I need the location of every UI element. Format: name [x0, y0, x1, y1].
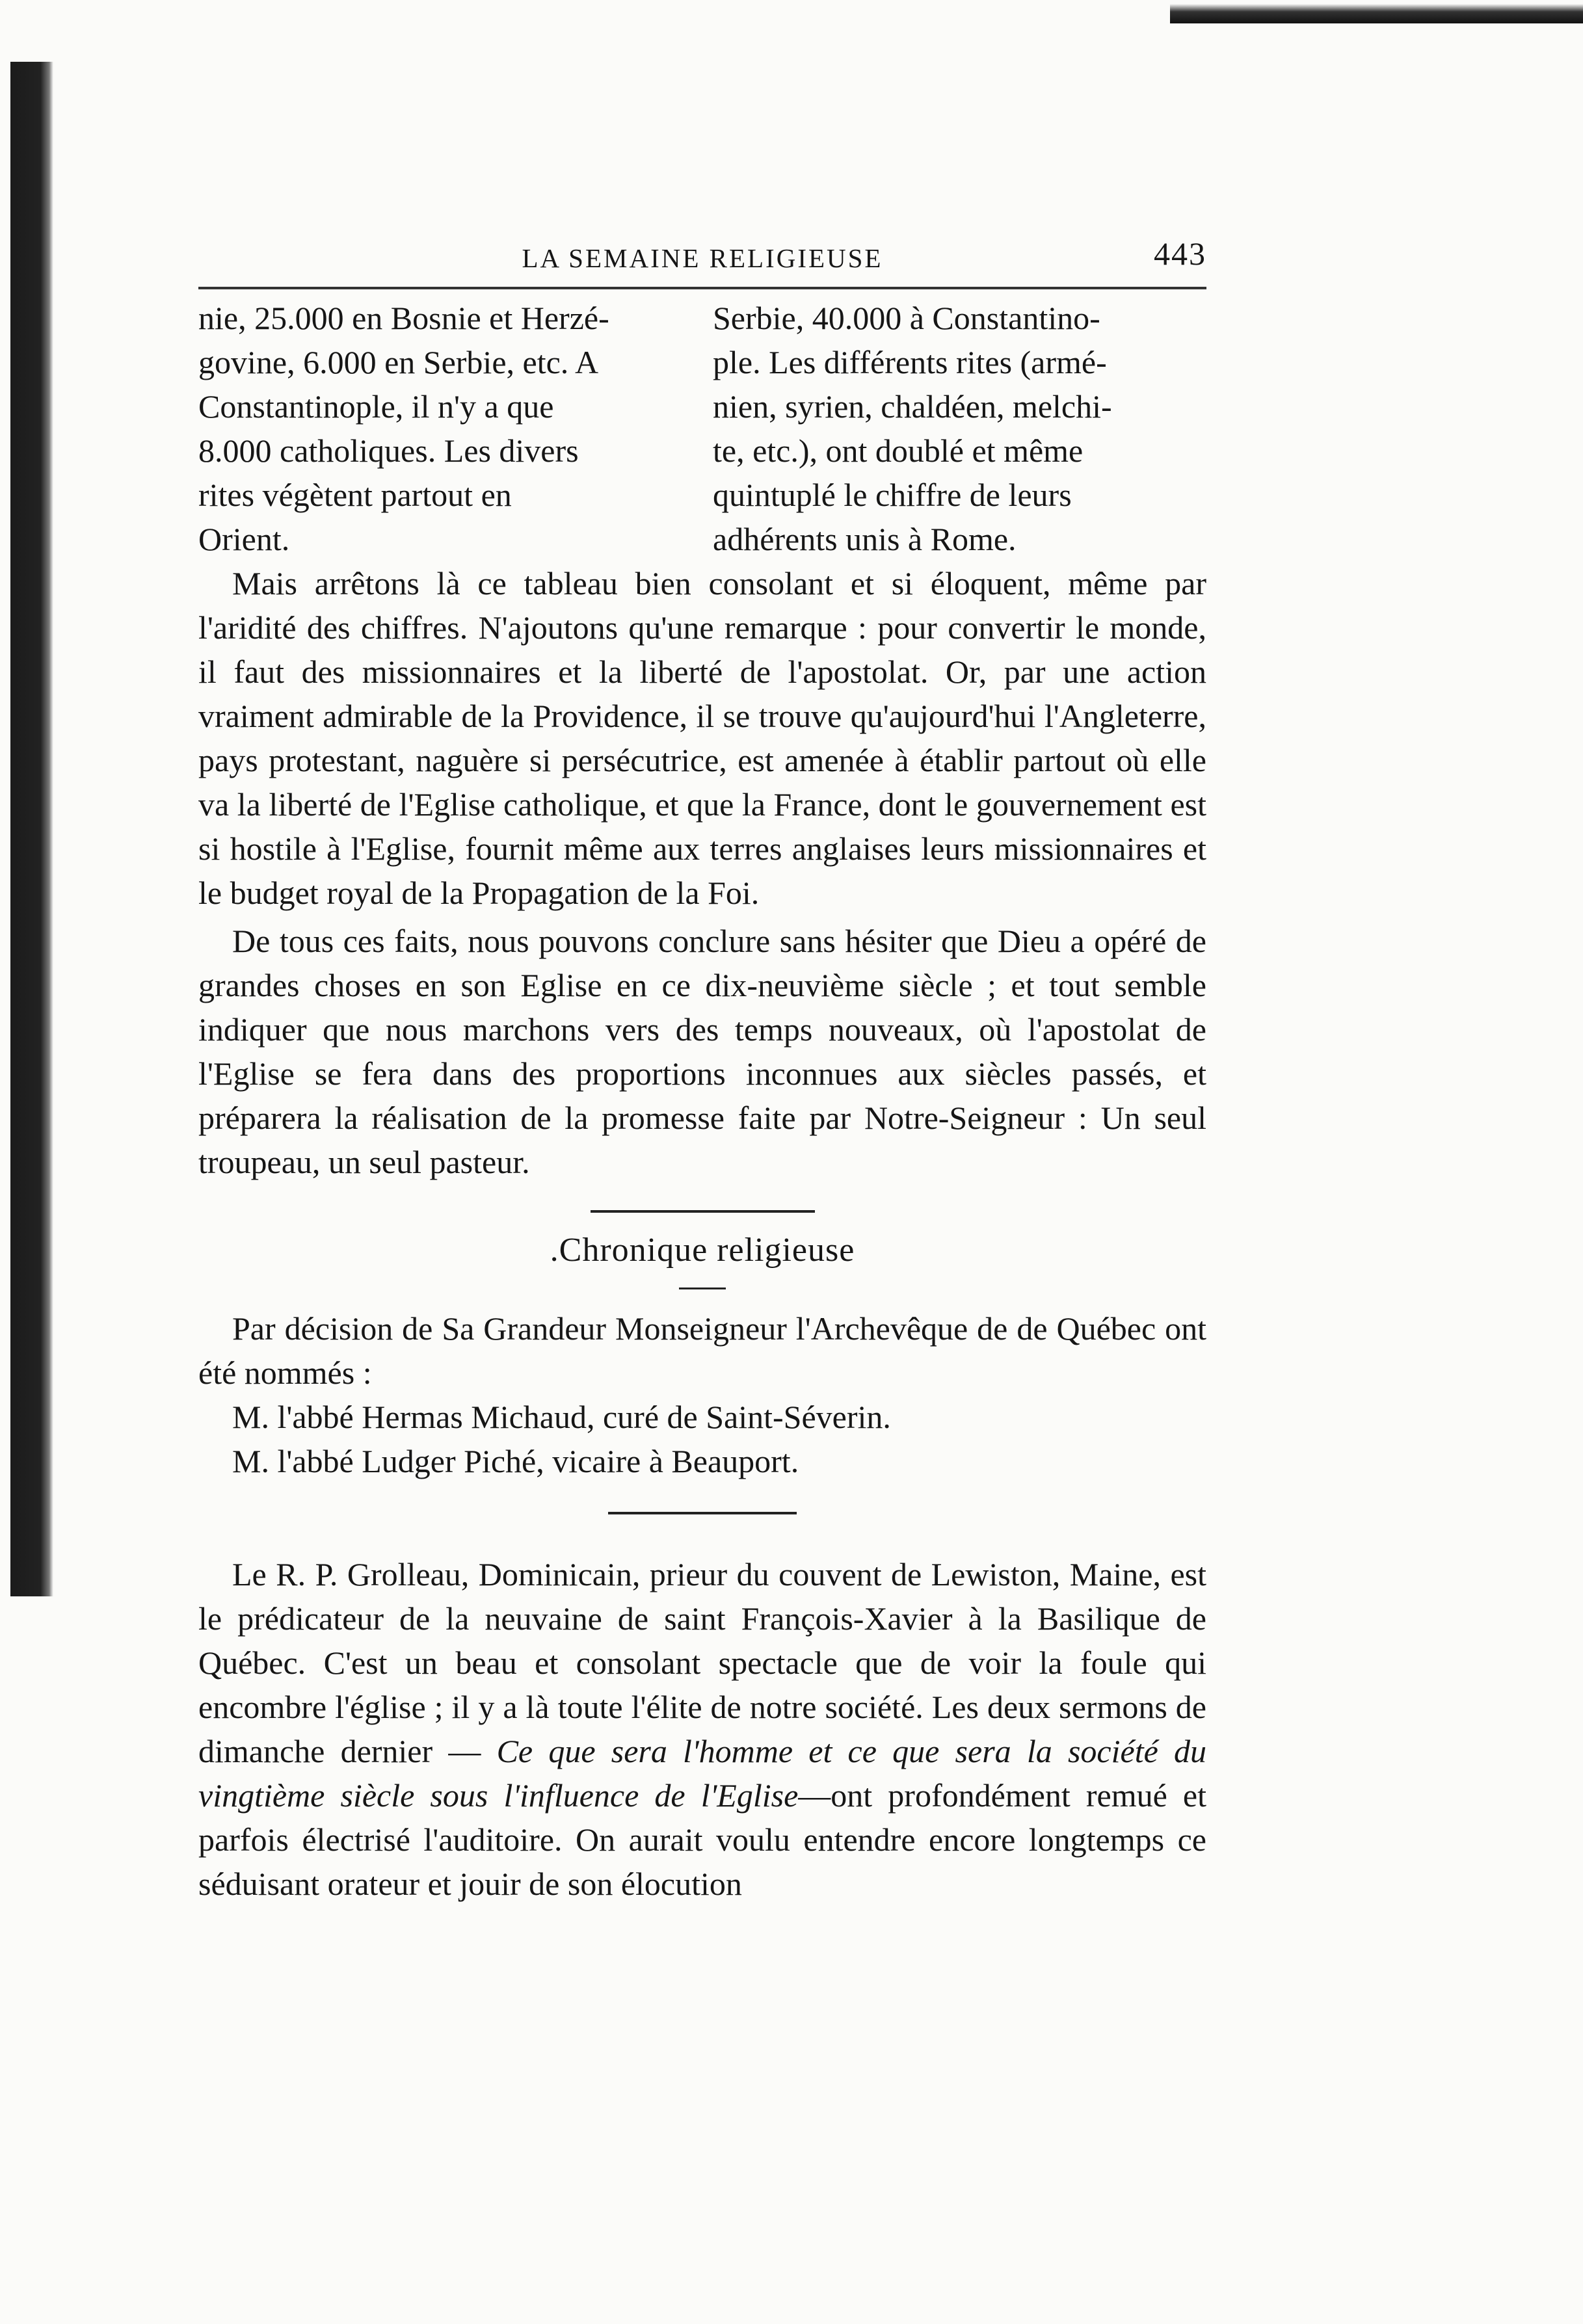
right-column-line: adhérents unis à Rome. [713, 521, 1017, 557]
spacer [198, 1514, 1206, 1552]
right-column-line: te, etc.), ont doublé et même [713, 432, 1084, 469]
grolleau-text-end: —ont profondément remué et parfois électrisé l'auditoire. On aurait voulu entendre encore longtemps ce séduisant orateur et jouir de son élocution [198, 1777, 1207, 1902]
left-column-line: 8.000 catholiques. Les divers [198, 432, 579, 469]
sermon-titles: Ce que sera l'homme et ce que sera la société du vingtième siècle sous l'influence de l'Eglise [198, 1733, 1206, 1814]
page-header [198, 231, 1206, 289]
appointment-item: M. l'abbé Hermas Michaud, curé de Saint-Séverin. [232, 1399, 891, 1435]
left-column-line: Orient. [198, 521, 290, 557]
header-rule [198, 287, 1206, 289]
left-column [198, 296, 692, 561]
right-column-line: ple. Les différents rites (armé- [713, 344, 1107, 380]
grolleau-text-start: Le R. P. Grolleau, Dominicain, prieur du couvent de Lewiston, Maine, est le prédicateur de la neuvaine de saint François-Xavier à la Basilique de Québec. C'est un beau et consolant spectacle que de voir la foule qui encombre l'église ; il y a là toute l'élite de notre société. Les deux sermons de dimanche dernier — [198, 1556, 1206, 1769]
title-dash [679, 1287, 726, 1289]
left-column-line: Constantinople, il n'y a que [198, 388, 554, 425]
right-column-line: quintuplé le chiffre de leurs [713, 477, 1072, 513]
scan-top-shadow [1170, 4, 1583, 23]
left-column-line: rites végètent partout en [198, 477, 512, 513]
running-title: LA SEMAINE RELIGIEUSE [522, 243, 883, 273]
right-column [713, 296, 1206, 561]
right-column-line: Serbie, 40.000 à Constantino- [713, 300, 1100, 336]
appointments-intro: Par décision de Sa Grandeur Monseigneur l'Archevêque de de Québec ont été nommés : [198, 1310, 1206, 1391]
right-column-line: nien, syrien, chaldéen, melchi- [713, 388, 1112, 425]
scan-margin-shadow [10, 62, 53, 1596]
left-column-line: nie, 25.000 en Bosnie et Herzé- [198, 300, 609, 336]
paragraph-conclusion: De tous ces faits, nous pouvons conclure sans hésiter que Dieu a opéré de grandes choses en son Eglise en ce dix-neuvième siècle ; et tout semble indiquer que nous marchons vers des temps nouveaux, où l'apostolat de l'Eglise se fera dans des proportions inconnues aux siècles passés, et préparera la réalisation de la promesse faite par Notre-Seigneur : Un seul troupeau, un seul pasteur. [198, 923, 1206, 1180]
page-number: 443 [1154, 235, 1206, 272]
paragraph-tableau: Mais arrêtons là ce tableau bien consolant et si éloquent, même par l'aridité des chiffres. N'ajoutons qu'une remarque : pour convertir le monde, il faut des missionnaires et la liberté de l'apostolat. Or, par une action vraiment admirable de la Providence, il se trouve qu'aujourd'hui l'Angleterre, pays protestant, naguère si persécutrice, est amenée à établir partout où elle va la liberté de l'Eglise catholique, et que la France, dont le gouvernement est si hostile à l'Eglise, fournit même aux terres anglaises leurs missionnaires et le budget royal de la Propagation de la Foi. [198, 565, 1206, 911]
section-title: .Chronique religieuse [550, 1232, 855, 1269]
section-divider [591, 1210, 815, 1213]
two-column-block [198, 296, 1206, 561]
left-column-line: govine, 6.000 en Serbie, etc. A [198, 344, 599, 380]
page [198, 231, 1206, 1906]
appointment-item: M. l'abbé Ludger Piché, vicaire à Beauport. [232, 1443, 799, 1479]
paragraph-grolleau [198, 1552, 1206, 1906]
